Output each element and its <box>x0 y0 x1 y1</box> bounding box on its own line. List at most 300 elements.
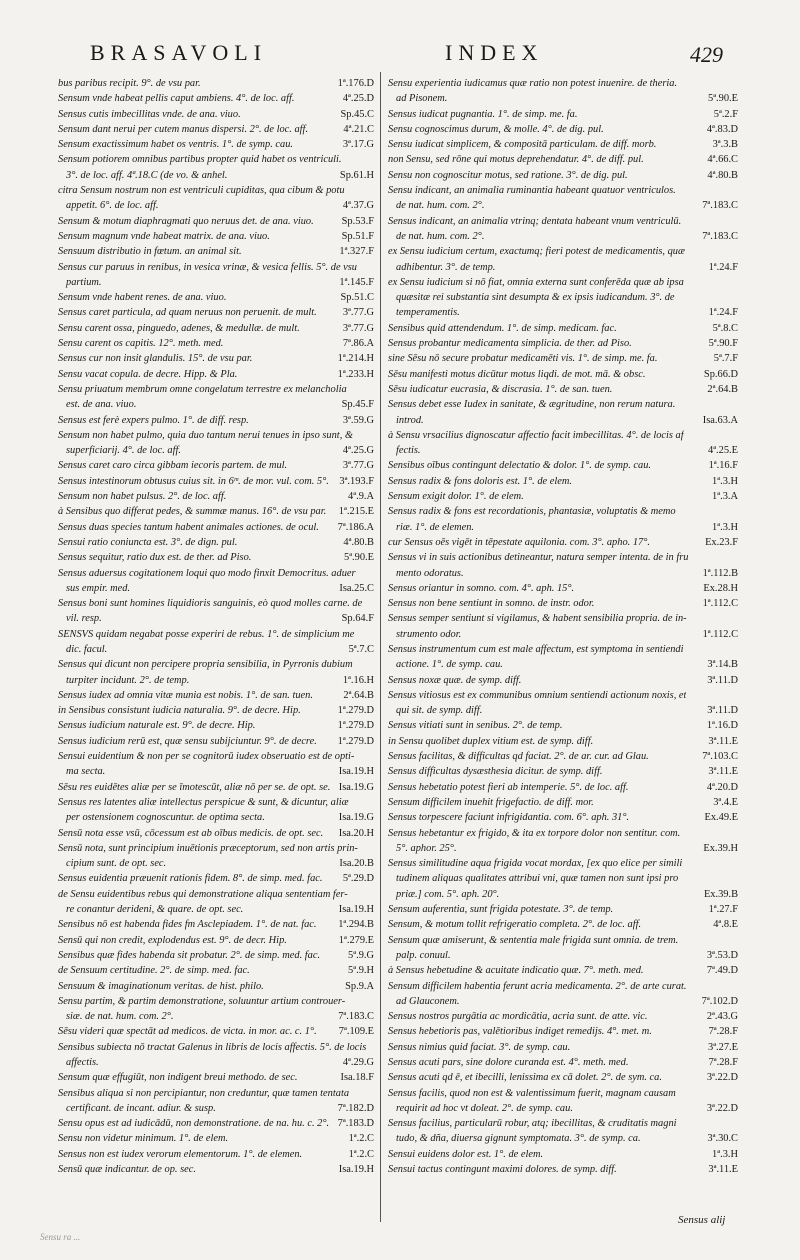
entry-text: Sensui euidentium & non per se cognitorū iudex obseruatio est de opti- <box>58 751 355 763</box>
index-entry <box>388 948 738 963</box>
entry-reference: 4ª.66.C <box>707 154 738 166</box>
index-entry <box>388 244 738 259</box>
index-entry <box>388 841 738 856</box>
index-entry <box>388 443 738 458</box>
entry-reference: 1ª.3.A <box>712 491 738 503</box>
index-entry <box>58 122 374 137</box>
index-entry <box>58 795 374 810</box>
entry-reference: 7ª.183.C <box>702 230 738 242</box>
index-entry <box>58 1131 374 1146</box>
index-entry <box>388 764 738 779</box>
index-entry <box>388 1101 738 1116</box>
index-entry <box>58 244 374 259</box>
entry-reference: 1ª.176.D <box>337 78 374 89</box>
entry-text: SENSVS quidam negabat posse experiri de rebus. 1°. de simplicium me <box>58 628 355 640</box>
entry-reference: Isa.19.H <box>338 904 374 916</box>
index-entry <box>58 933 374 948</box>
index-entry <box>388 1116 738 1131</box>
index-entry <box>58 275 374 290</box>
index-entry <box>58 810 374 825</box>
entry-reference: Ex.49.E <box>704 812 738 824</box>
entry-text: Sensus cur non insit glandulis. 15°. de vsu par. <box>58 353 253 365</box>
entry-text: Sensum difficilem habentia ferunt acria medicamenta. 2°. de arte curat. <box>388 980 687 992</box>
entry-text: vil. resp. <box>66 613 102 625</box>
entry-reference: 1ª.2.C <box>348 1133 374 1145</box>
entry-text: Sensū quæ indicantur. de op. sec. <box>58 1164 196 1176</box>
entry-text: Sensus radix & fons doloris est. 1°. de elem. <box>388 475 572 487</box>
entry-text: Sensus nimius quid faciat. 3°. de symp. cau. <box>388 1041 571 1053</box>
entry-text: citra Sensum nostrum non est ventriculi cupiditas, qua cibum & potu <box>58 185 345 197</box>
entry-reference: 1ª.215.E <box>338 506 374 518</box>
index-entry <box>58 137 374 152</box>
entry-reference: 3ª.11.D <box>707 674 738 686</box>
entry-reference: 4ª.25.D <box>342 93 374 105</box>
entry-text: qui sit. de symp. diff. <box>396 705 483 717</box>
index-entry <box>58 290 374 305</box>
entry-text: Sensibus quid attendendum. 1°. de simp. medicam. fac. <box>388 322 617 334</box>
index-entry <box>58 994 374 1009</box>
entry-reference: 7ª.183.C <box>338 1011 374 1023</box>
entry-reference: 2ª.64.B <box>343 689 374 701</box>
index-entry <box>388 107 738 122</box>
entry-text: Sensu carent os capitis. 12°. meth. med. <box>58 338 224 350</box>
index-entry <box>388 673 738 688</box>
index-entry <box>58 826 374 841</box>
index-entry <box>388 198 738 213</box>
entry-reference: Sp.61.H <box>339 169 374 181</box>
entry-text: affectis. <box>66 1057 99 1068</box>
index-entry <box>388 290 738 305</box>
entry-reference: Ex.28.H <box>703 582 738 594</box>
entry-reference: 1ª.112.B <box>702 567 738 579</box>
entry-text: Sensus facilitas, & difficultas qd faciat. 2°. de ar. cur. ad Glau. <box>388 751 649 763</box>
entry-reference: 7ª.28.F <box>708 1026 738 1038</box>
index-entry <box>58 413 374 428</box>
entry-text: Sensum potiorem omnibus partibus propter quid habet os ventriculi. <box>58 154 342 166</box>
entry-text: Sensu carent ossa, pinguedo, adenes, & medullæ. de mult. <box>58 322 300 334</box>
entry-text: dic. facul. <box>66 643 108 655</box>
index-entry <box>388 596 738 611</box>
index-entry <box>58 979 374 994</box>
entry-reference: 1ª.3.H <box>712 1148 738 1160</box>
index-entry <box>388 260 738 275</box>
entry-text: de Sensu euidentibus rebus qui demonstratione aliqua sententiam fer- <box>58 888 348 900</box>
index-entry <box>58 856 374 871</box>
index-entry <box>388 657 738 672</box>
entry-reference: 1ª.24.F <box>708 307 738 319</box>
entry-reference: 5ª.90.F <box>708 338 738 350</box>
entry-reference: 5ª.7.C <box>348 643 374 655</box>
index-entry <box>58 963 374 978</box>
index-entry <box>58 749 374 764</box>
index-entry <box>388 214 738 229</box>
index-entry <box>58 948 374 963</box>
index-entry <box>58 718 374 733</box>
index-entry <box>58 841 374 856</box>
index-entry <box>58 596 374 611</box>
index-entry <box>388 428 738 443</box>
entry-reference: 7ª.186.A <box>337 521 374 533</box>
entry-reference: Sp.51.C <box>340 292 374 304</box>
index-entry <box>58 397 374 412</box>
index-entry <box>388 902 738 917</box>
entry-reference: 4ª.37.G <box>342 200 374 212</box>
index-entry <box>388 979 738 994</box>
entry-text: Sensu opus est ad iudicādū, non demonstratione. de na. hu. c. 2°. <box>58 1118 330 1130</box>
entry-reference: 3ª.3.B <box>712 139 738 151</box>
entry-text: de Sensuum certitudine. 2°. de simp. med. fac. <box>58 965 250 977</box>
index-entry <box>58 260 374 275</box>
index-entry <box>388 1070 738 1085</box>
index-entry <box>388 275 738 290</box>
index-entry <box>58 566 374 581</box>
entry-text: Sensus iudicium naturale est. 9°. de decre. Hip. <box>58 720 256 732</box>
entry-text: Sensum quæ effugiūt, non indigent breui methodo. de sec. <box>58 1072 298 1084</box>
index-entry <box>388 688 738 703</box>
entry-reference: 3ª.77.G <box>342 307 374 319</box>
index-entry <box>388 168 738 183</box>
entry-text: strumento odor. <box>396 628 462 640</box>
entry-text: Sensu iudicat simplicem, & compositā particulam. de diff. morb. <box>388 139 657 151</box>
entry-reference: 4ª.80.B <box>343 536 374 548</box>
entry-reference: 1ª.16.D <box>706 720 738 732</box>
entry-text: Sensus semper sentiunt si vigilamus, & habent sensibilia propria. de in- <box>388 613 687 625</box>
index-entry <box>58 76 374 91</box>
entry-reference: 4ª.8.E <box>713 919 738 931</box>
entry-text: Sensus hebetioris pas, valētioribus indiget remedijs. 4°. met. m. <box>388 1026 652 1038</box>
entry-reference: 3ª.77.G <box>342 460 374 472</box>
entry-text: per ostensionem cognoscuntur. de optima secta. <box>66 812 265 824</box>
entry-text: Sensus torpescere faciunt infrigidantia. com. 6°. aph. 31°. <box>388 812 630 824</box>
entry-reference: Ex.39.H <box>703 842 738 854</box>
index-entry <box>58 1055 374 1070</box>
index-entry <box>388 504 738 519</box>
index-entry <box>58 1070 374 1085</box>
index-entry <box>388 795 738 810</box>
entry-text: mento odoratus. <box>396 567 464 579</box>
entry-text: Sensus nostros purgātia ac mordicātia, acria sunt. de atte. vic. <box>388 1011 648 1023</box>
entry-text: Sensus vitiati sunt in senibus. 2°. de temp. <box>388 720 563 732</box>
entry-text: Sensus boni sunt homines liquidioris sanguinis, eò quod molles carne. de <box>58 598 363 610</box>
entry-reference: 3ª.11.E <box>708 735 738 747</box>
entry-text: Sensus acuti pars, sine dolore curanda est. 4°. meth. med. <box>388 1057 629 1068</box>
entry-reference: 4ª.21.C <box>343 123 374 135</box>
index-entry <box>388 627 738 642</box>
entry-text: Sēsu videri quæ spectāt ad medicos. de victa. in mor. ac. c. 1°. <box>58 1026 317 1038</box>
index-entry <box>58 673 374 688</box>
entry-reference: Isa.20.H <box>338 827 374 839</box>
entry-text: bus paribus recipit. 9°. de vsu par. <box>58 78 201 89</box>
entry-text: Sensus duas species tantum habent animales actiones. de ocul. <box>58 521 319 533</box>
index-entry <box>58 1009 374 1024</box>
entry-reference: 3ª.11.D <box>707 705 738 717</box>
entry-text: Sensus iudicat pugnantia. 1°. de simp. me. fa. <box>388 108 578 120</box>
entry-reference: 3ª.22.D <box>706 1072 738 1084</box>
index-entry <box>58 1086 374 1101</box>
index-entry <box>388 749 738 764</box>
entry-text: Sensus non est iudex verorum elementorum. 1°. de elemen. <box>58 1148 303 1160</box>
entry-text: partium. <box>66 276 102 288</box>
index-entry <box>388 933 738 948</box>
index-entry <box>58 336 374 351</box>
entry-reference: 7ª.28.F <box>708 1057 738 1068</box>
entry-reference: Isa.19.G <box>338 812 374 824</box>
entry-text: Sensuum & imaginationum veritas. de hist. philo. <box>58 980 264 992</box>
entry-text: Sensū nota esse vsū, cōcessum est ab oībus medicis. de opt. sec. <box>58 827 324 839</box>
index-entry <box>58 734 374 749</box>
entry-text: de nat. hum. com. 2°. <box>396 200 485 212</box>
index-entry <box>58 871 374 886</box>
index-entry <box>388 397 738 412</box>
entry-text: Sensū qui non credit, explodendus est. 9°. de decr. Hip. <box>58 934 287 946</box>
entry-text: Sensus est ferè expers pulmo. 1°. de diff. resp. <box>58 414 249 426</box>
entry-reference: 1ª.279.E <box>338 934 374 946</box>
entry-text: siæ. de nat. hum. com. 2°. <box>66 1011 174 1023</box>
entry-text: est. de ana. viuo. <box>66 399 137 411</box>
index-entry <box>388 642 738 657</box>
entry-reference: 1ª.279.D <box>337 720 374 732</box>
index-entry <box>58 1116 374 1131</box>
index-entry <box>388 780 738 795</box>
entry-reference: Isa.63.A <box>702 414 738 426</box>
right-index-column <box>388 76 738 1177</box>
entry-text: Sensus qui dicunt non percipere propria sensibilia, in Pyrronis dubium <box>58 659 353 671</box>
entry-reference: 3ª.77.G <box>342 322 374 334</box>
index-entry <box>58 489 374 504</box>
entry-text: fectis. <box>396 445 421 457</box>
entry-text: Sensum quæ amiserunt, & sententia male frigida sunt omnia. de trem. <box>388 934 679 946</box>
entry-text: 3°. de loc. aff. 4ª.18.C (de vo. & anhel. <box>66 169 228 181</box>
entry-reference: 3ª.53.D <box>706 949 738 961</box>
entry-reference: Ex.39.B <box>703 888 738 900</box>
entry-reference: Sp.53.F <box>341 215 374 227</box>
index-entry <box>58 887 374 902</box>
entry-reference: 5ª.8.C <box>712 322 738 334</box>
entry-text: in Sensibus consistunt iudicia naturalia. 9°. de decre. Hip. <box>58 705 301 717</box>
index-entry <box>58 229 374 244</box>
index-entry <box>388 321 738 336</box>
index-entry <box>388 581 738 596</box>
entry-reference: 4ª.29.G <box>342 1057 374 1068</box>
entry-text: Sensus difficultas dysæsthesia dicitur. de symp. diff. <box>388 766 603 778</box>
index-entry <box>388 1131 738 1146</box>
entry-reference: 2ª.43.G <box>706 1011 738 1023</box>
entry-reference: 3ª.193.F <box>339 475 374 487</box>
entry-text: quæsitæ rei substantia sint desumpta & ex ipsis iudicandum. 3°. de <box>396 292 675 304</box>
entry-text: Sensibus aliqua si non percipiantur, non creduntur, quæ tamen tentata <box>58 1087 350 1099</box>
index-entry <box>58 382 374 397</box>
entry-text: Sensus facilius, particularū robur, atq; ibecillitas, & cruditatis magni <box>388 1118 677 1130</box>
page-number: 429 <box>690 42 723 67</box>
entry-reference: 4ª.20.D <box>706 781 738 793</box>
entry-reference: 1ª.327.F <box>339 246 374 258</box>
left-index-column <box>58 76 374 1177</box>
index-entry <box>58 764 374 779</box>
index-entry <box>388 566 738 581</box>
index-entry <box>388 703 738 718</box>
entry-text: Sensus probantur medicamenta simplicia. de ther. ad Piso. <box>388 338 632 350</box>
entry-text: introd. <box>396 414 424 426</box>
entry-reference: Sp.66.D <box>703 368 738 380</box>
entry-reference: 7ª.86.A <box>342 338 374 350</box>
entry-reference: 5ª.29.D <box>342 873 374 885</box>
entry-reference: Sp.64.F <box>341 613 374 625</box>
entry-text: Sensu indicant, an animalia ruminantia habeant quatuor ventriculos. <box>388 185 676 197</box>
entry-text: Sensus aduersus cogitationem loqui quo modo finxit Democritus. aduer <box>58 567 356 579</box>
entry-reference: 5ª.90.E <box>344 552 374 564</box>
entry-text: Sensum dant nerui per cutem manus dispersi. 2°. de loc. aff. <box>58 123 309 135</box>
entry-text: Sensus vitiosus est ex communibus omnium sentiendi actionum noxis, et <box>388 689 687 701</box>
index-entry <box>388 1055 738 1070</box>
entry-reference: 5ª.7.F <box>713 353 738 365</box>
entry-reference: Sp.45.F <box>341 399 374 411</box>
entry-reference: 3ª.17.G <box>342 139 374 151</box>
index-entry <box>388 229 738 244</box>
index-entry <box>388 734 738 749</box>
entry-text: appetit. 6°. de loc. aff. <box>66 200 159 212</box>
index-entry <box>58 305 374 320</box>
entry-text: ma secta. <box>66 766 106 778</box>
entry-text: ad Pisonem. <box>396 93 448 105</box>
index-entry <box>388 994 738 1009</box>
index-entry <box>388 91 738 106</box>
entry-text: Sensus acuti qd ē, et ibecilli, lenissima ex cā dolet. 2°. de sym. ca. <box>388 1072 662 1084</box>
entry-text: Sēsu iudicatur eucrasia, & discrasia. 1°. de san. tuen. <box>388 383 613 395</box>
index-entry <box>388 535 738 550</box>
entry-text: tudo, & dña, diuersa gignunt symptomata. 3°. de symp. ca. <box>396 1133 641 1145</box>
entry-text: de nat. hum. com. 2°. <box>396 230 485 242</box>
entry-text: turpiter incidunt. 2°. de temp. <box>66 674 190 686</box>
index-entry <box>58 550 374 565</box>
entry-text: Sensibus oībus contingunt delectatio & dolor. 1°. de symp. cau. <box>388 460 652 472</box>
entry-reference: 3ª.11.E <box>708 766 738 778</box>
entry-reference: 2ª.64.B <box>707 383 738 395</box>
entry-reference: Isa.20.B <box>339 858 374 870</box>
index-entry <box>388 351 738 366</box>
entry-text: requirit ad hoc vt doleat. 2°. de symp. cau. <box>396 1102 573 1114</box>
index-entry <box>58 611 374 626</box>
entry-text: Sensus euidentia præuenit rationis fidem. 8°. de simp. med. fac. <box>58 873 323 885</box>
entry-reference: 3ª.14.B <box>707 659 738 671</box>
entry-text: à Sensu vrsacilius dignoscatur affectio facit imbecillitas. 4°. de locis af <box>388 429 684 441</box>
index-entry <box>58 627 374 642</box>
index-entry <box>388 336 738 351</box>
entry-reference: 1ª.24.F <box>708 261 738 273</box>
entry-text: cipium sunt. de opt. sec. <box>66 858 167 870</box>
index-entry <box>58 367 374 382</box>
index-entry <box>388 458 738 473</box>
index-entry <box>388 718 738 733</box>
index-entry <box>388 871 738 886</box>
index-entry <box>388 1009 738 1024</box>
index-entry <box>58 1101 374 1116</box>
entry-text: Sensibus nō est habenda fides fm Asclepiadem. 1°. de nat. fac. <box>58 919 317 931</box>
entry-text: Sensum & motum diaphragmati quo neruus det. de ana. viuo. <box>58 215 314 227</box>
entry-reference: 7ª.103.C <box>702 751 738 763</box>
entry-text: Sensu non cognoscitur motus, sed ratione. 3°. de dig. pul. <box>388 169 628 181</box>
entry-text: Sensus cutis imbecillitas vnde. de ana. viuo. <box>58 108 241 120</box>
index-entry <box>58 657 374 672</box>
index-entry <box>388 1040 738 1055</box>
index-entry <box>388 856 738 871</box>
index-entry <box>388 887 738 902</box>
index-entry <box>58 91 374 106</box>
index-entry <box>58 168 374 183</box>
entry-reference: 1ª.233.H <box>337 368 374 380</box>
entry-text: Sensu experientia iudicamus quæ ratio non potest inuenire. de theria. <box>388 78 678 89</box>
entry-reference: 3ª.59.G <box>342 414 374 426</box>
entry-text: Sensum exigit dolor. 1°. de elem. <box>388 491 524 503</box>
entry-text: Sensum exactissimum habet os ventris. 1°. de symp. cau. <box>58 139 294 151</box>
entry-reference: 7ª.49.D <box>706 965 738 977</box>
entry-text: Sensus debet esse Iudex in sanitate, & ægritudine, non rerum natura. <box>388 399 676 411</box>
index-entry <box>58 535 374 550</box>
entry-text: Sensus noxæ quæ. de symp. diff. <box>388 674 522 686</box>
entry-reference: Sp.45.C <box>340 108 374 120</box>
index-entry <box>58 198 374 213</box>
entry-text: in Sensu quolibet duplex vitium est. de symp. diff. <box>388 735 594 747</box>
entry-reference: 1ª.27.F <box>708 904 738 916</box>
entry-text: Sensus caret particula, ad quam neruus non peruenit. de mult. <box>58 307 317 319</box>
entry-reference: 7ª.183.D <box>337 1118 374 1130</box>
index-entry <box>58 703 374 718</box>
entry-text: Sensus cur paruus in renibus, in vesica vrinæ, & vesica fellis. 5°. de vsu <box>58 261 357 273</box>
entry-reference: Isa.18.F <box>340 1072 374 1084</box>
index-entry <box>58 458 374 473</box>
entry-reference: 1ª.16.F <box>708 460 738 472</box>
entry-text: sine Sēsu nō secure probatur medicamēti vis. 1°. de simp. me. fa. <box>388 353 658 365</box>
entry-text: Sensum vnde habent renes. de ana. viuo. <box>58 292 227 304</box>
entry-text: Sensum magnum vnde habeat matrix. de ana. viuo. <box>58 230 270 242</box>
library-stamp: Sensu ra ... <box>40 1232 81 1242</box>
index-entry <box>388 550 738 565</box>
entry-text: Sensu priuatum membrum omne congelatum terrestre ex melancholia <box>58 383 347 395</box>
entry-text: Sensum non habet pulmo, quia duo tantum nerui tenues in ipso sunt, & <box>58 429 353 441</box>
entry-text: Sensu cognoscimus durum, & molle. 4°. de dig. pul. <box>388 123 604 135</box>
entry-text: Sensuum distributio in fœtum. an animal sit. <box>58 246 242 258</box>
entry-reference: 4ª.80.B <box>707 169 738 181</box>
entry-reference: 1ª.294.B <box>338 919 374 931</box>
entry-text: Sensus iudex ad omnia vitæ munia est nobis. 1°. de san. tuen. <box>58 689 313 701</box>
entry-text: superficiarij. 4°. de loc. aff. <box>66 445 181 457</box>
entry-text: Sensu vacat copula. de decre. Hipp. & Pla. <box>58 368 238 380</box>
entry-text: riæ. 1°. de elemen. <box>396 521 475 533</box>
entry-text: Sensus iudicium rerū est, quæ sensu subijciuntur. 9°. de decre. <box>58 735 317 747</box>
entry-reference: 5ª.9.G <box>348 949 374 961</box>
index-entry <box>58 642 374 657</box>
entry-reference: Isa.19.H <box>338 766 374 778</box>
index-entry <box>388 1086 738 1101</box>
entry-reference: 1ª.112.C <box>702 628 738 640</box>
index-entry <box>58 780 374 795</box>
entry-reference: 1ª.2.C <box>348 1148 374 1160</box>
index-entry <box>388 1024 738 1039</box>
index-entry <box>388 413 738 428</box>
index-entry <box>388 489 738 504</box>
entry-text: certificant. de incant. adiur. & susp. <box>66 1102 216 1114</box>
index-entry <box>58 183 374 198</box>
entry-text: Sensum vnde habeat pellis caput ambiens. 4°. de loc. aff. <box>58 93 295 105</box>
entry-text: ad Glauconem. <box>396 995 460 1007</box>
entry-text: re conantur derideni, & quare. de opt. sec. <box>66 904 244 916</box>
entry-text: Sensus vi in suis actionibus detineantur, natura semper intenta. de in fru <box>388 552 689 564</box>
running-head-author: BRASAVOLI <box>90 40 268 65</box>
entry-text: Sensus facilis, quod non est & valentissimum fuerit, magnam causam <box>388 1087 676 1099</box>
entry-reference: 4ª.83.D <box>706 123 738 135</box>
entry-reference: Sp.9.A <box>345 980 374 992</box>
index-entry <box>58 902 374 917</box>
entry-text: à Sensus hebetudine & acuitate indicatio quæ. 7°. meth. med. <box>388 965 644 977</box>
